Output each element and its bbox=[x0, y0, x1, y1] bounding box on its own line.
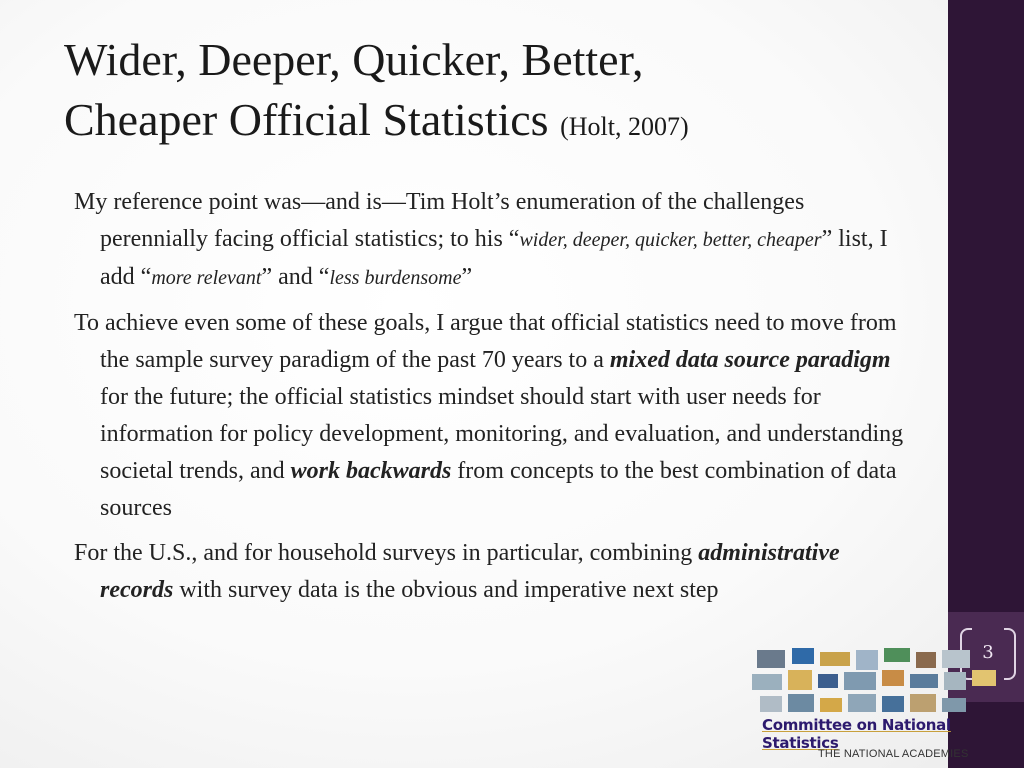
paragraph-1-text-c: ” and “ bbox=[261, 264, 330, 290]
paragraph-2-text-b: for the future; the official statistics mindset should start with user needs for information for policy development, monitoring, and evaluation, and understanding societal trends, and bbox=[100, 384, 904, 484]
logo-title: Committee on National Statistics bbox=[762, 716, 951, 752]
paragraph-3-strong-1: administrative records bbox=[100, 540, 840, 603]
paragraph-2-text-c: from concepts to the best combination of data sources bbox=[100, 458, 897, 521]
paragraph-2-strong-2: work backwards bbox=[290, 458, 452, 484]
logo-subtitle: THE NATIONAL ACADEMIES bbox=[818, 748, 969, 760]
logo-mosaic-icon bbox=[752, 648, 1002, 718]
paragraph-1-em-3: less burdensome bbox=[329, 267, 462, 289]
title-line-1: Wider, Deeper, Quicker, Better, bbox=[64, 34, 644, 85]
slide-title bbox=[64, 30, 934, 157]
paragraph-1-text-d: ” bbox=[461, 264, 473, 290]
slide-body bbox=[74, 184, 904, 617]
right-brace-icon bbox=[1004, 628, 1016, 680]
paragraph-2-text-a: To achieve even some of these goals, I argue that official statistics need to move from the sample survey paradigm of the past 70 years to a bbox=[74, 310, 897, 373]
paragraph-1-em-1: wider, deeper, quicker, better, cheaper bbox=[519, 229, 822, 251]
title-line-2-text: Cheaper Official Statistics bbox=[64, 94, 549, 145]
title-line-2 bbox=[64, 90, 934, 157]
page-number-text: 3 bbox=[982, 641, 994, 663]
paragraph-1-text-b: ” list, I add “ bbox=[100, 226, 888, 290]
paragraph-1-em-2: more relevant bbox=[151, 267, 262, 289]
paragraph-3-text-a: For the U.S., and for household surveys in particular, combining bbox=[74, 540, 699, 566]
paragraph-1 bbox=[74, 184, 904, 297]
paragraph-3 bbox=[74, 535, 904, 609]
cnstat-logo bbox=[752, 648, 1002, 766]
paragraph-2-strong-1: mixed data source paradigm bbox=[609, 347, 891, 373]
title-citation: (Holt, 2007) bbox=[560, 112, 689, 141]
paragraph-3-text-b: with survey data is the obvious and imperative next step bbox=[173, 577, 719, 603]
paragraph-1-text-a: My reference point was—and is—Tim Holt’s enumeration of the challenges perennially facing official statistics; to his “ bbox=[74, 189, 805, 252]
paragraph-2 bbox=[74, 305, 904, 527]
